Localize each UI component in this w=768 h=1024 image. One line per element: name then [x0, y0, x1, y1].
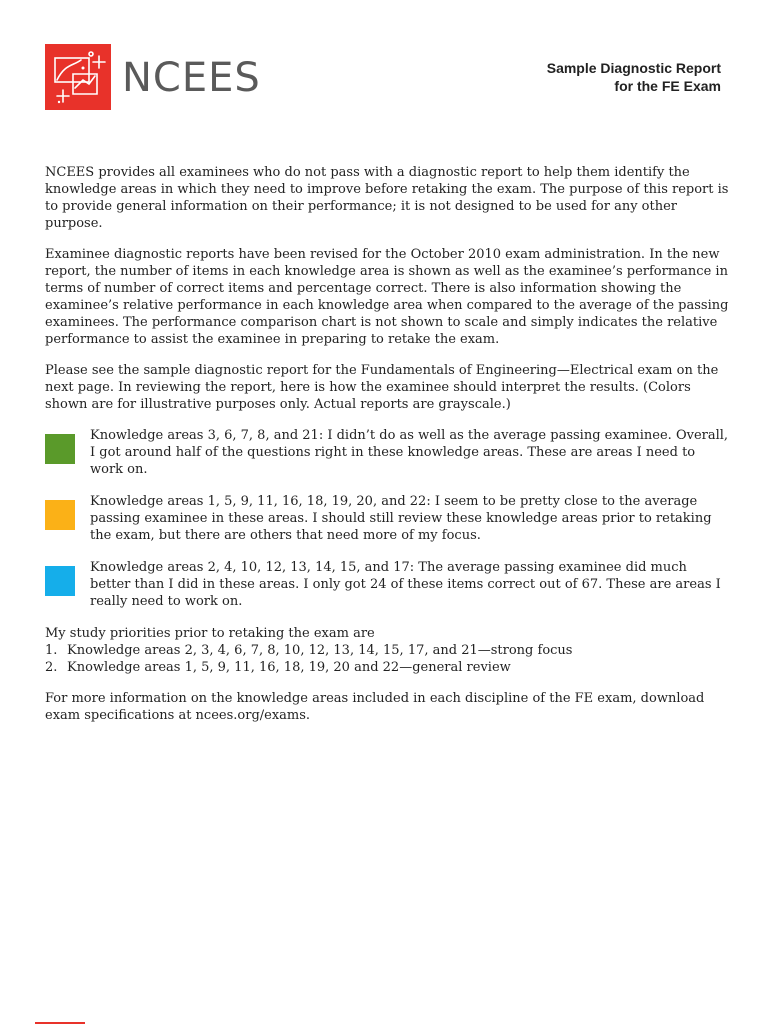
- study-priorities: [45, 625, 730, 676]
- legend-item-green: [45, 427, 730, 478]
- legend-item-blue: [45, 559, 730, 610]
- legend-text: Knowledge areas 3, 6, 7, 8, and 21: I didn’t do as well as the average passing examinee. Overall, I got around half of the questions right in these knowledge areas. These are areas I need to work on.: [90, 428, 729, 477]
- legend-text: Knowledge areas 2, 4, 10, 12, 13, 14, 15, and 17: The average passing examinee did much better than I did in these areas. I only got 24 of these items correct out of 67. These are areas I really need to work on.: [90, 560, 721, 609]
- list-number: 1.: [45, 643, 58, 658]
- document-body: [45, 164, 730, 738]
- list-item: [45, 659, 730, 676]
- list-text: Knowledge areas 1, 5, 9, 11, 16, 18, 19, 20 and 22—general review: [67, 660, 511, 675]
- intro-paragraph-2: Examinee diagnostic reports have been revised for the October 2010 exam administration. In the new report, the number of items in each knowledge area is shown as well as the examinee’s performance in terms of number of correct items and percentage correct. There is also information showing the examinee’s relative performance in each knowledge area when compared to the average of the passing examinees. The performance comparison chart is not shown to scale and simply indicates the relative performance to assist the examinee in preparing to retake the exam.: [45, 247, 729, 347]
- priorities-heading: My study priorities prior to retaking the exam are: [45, 626, 375, 641]
- list-item: [45, 642, 730, 659]
- report-title: [547, 59, 721, 95]
- list-number: 2.: [45, 660, 58, 675]
- legend-item-orange: [45, 493, 730, 544]
- green-swatch: [45, 434, 75, 464]
- ncees-logo-icon: [45, 44, 111, 110]
- blue-swatch: [45, 566, 75, 596]
- priorities-list: [45, 642, 730, 676]
- report-title-line1: Sample Diagnostic Report: [546, 60, 721, 76]
- legend-text: Knowledge areas 1, 5, 9, 11, 16, 18, 19, 20, and 22: I seem to be pretty close to the average passing examinee in these areas. I should still review these knowledge areas prior to retaking the exam, but there are others that need more of my focus.: [90, 494, 712, 543]
- logo-wordmark: NCEES: [122, 55, 261, 101]
- report-title-line2: for the FE Exam: [614, 78, 721, 94]
- orange-swatch: [45, 500, 75, 530]
- list-text: Knowledge areas 2, 3, 4, 6, 7, 8, 10, 12, 13, 14, 15, 17, and 21—strong focus: [67, 643, 573, 658]
- intro-paragraph-1: NCEES provides all examinees who do not pass with a diagnostic report to help them identify the knowledge areas in which they need to improve before retaking the exam. The purpose of this report is to provide general information on their performance; it is not designed to be used for any other purpose.: [45, 165, 729, 231]
- intro-paragraph-3: Please see the sample diagnostic report for the Fundamentals of Engineering—Electrical exam on the next page. In reviewing the report, here is how the examinee should interpret the results. (Colors shown are for illustrative purposes only. Actual reports are grayscale.): [45, 363, 719, 412]
- closing-paragraph: For more information on the knowledge areas included in each discipline of the FE exam, download exam specifications at ncees.org/exams.: [45, 691, 705, 723]
